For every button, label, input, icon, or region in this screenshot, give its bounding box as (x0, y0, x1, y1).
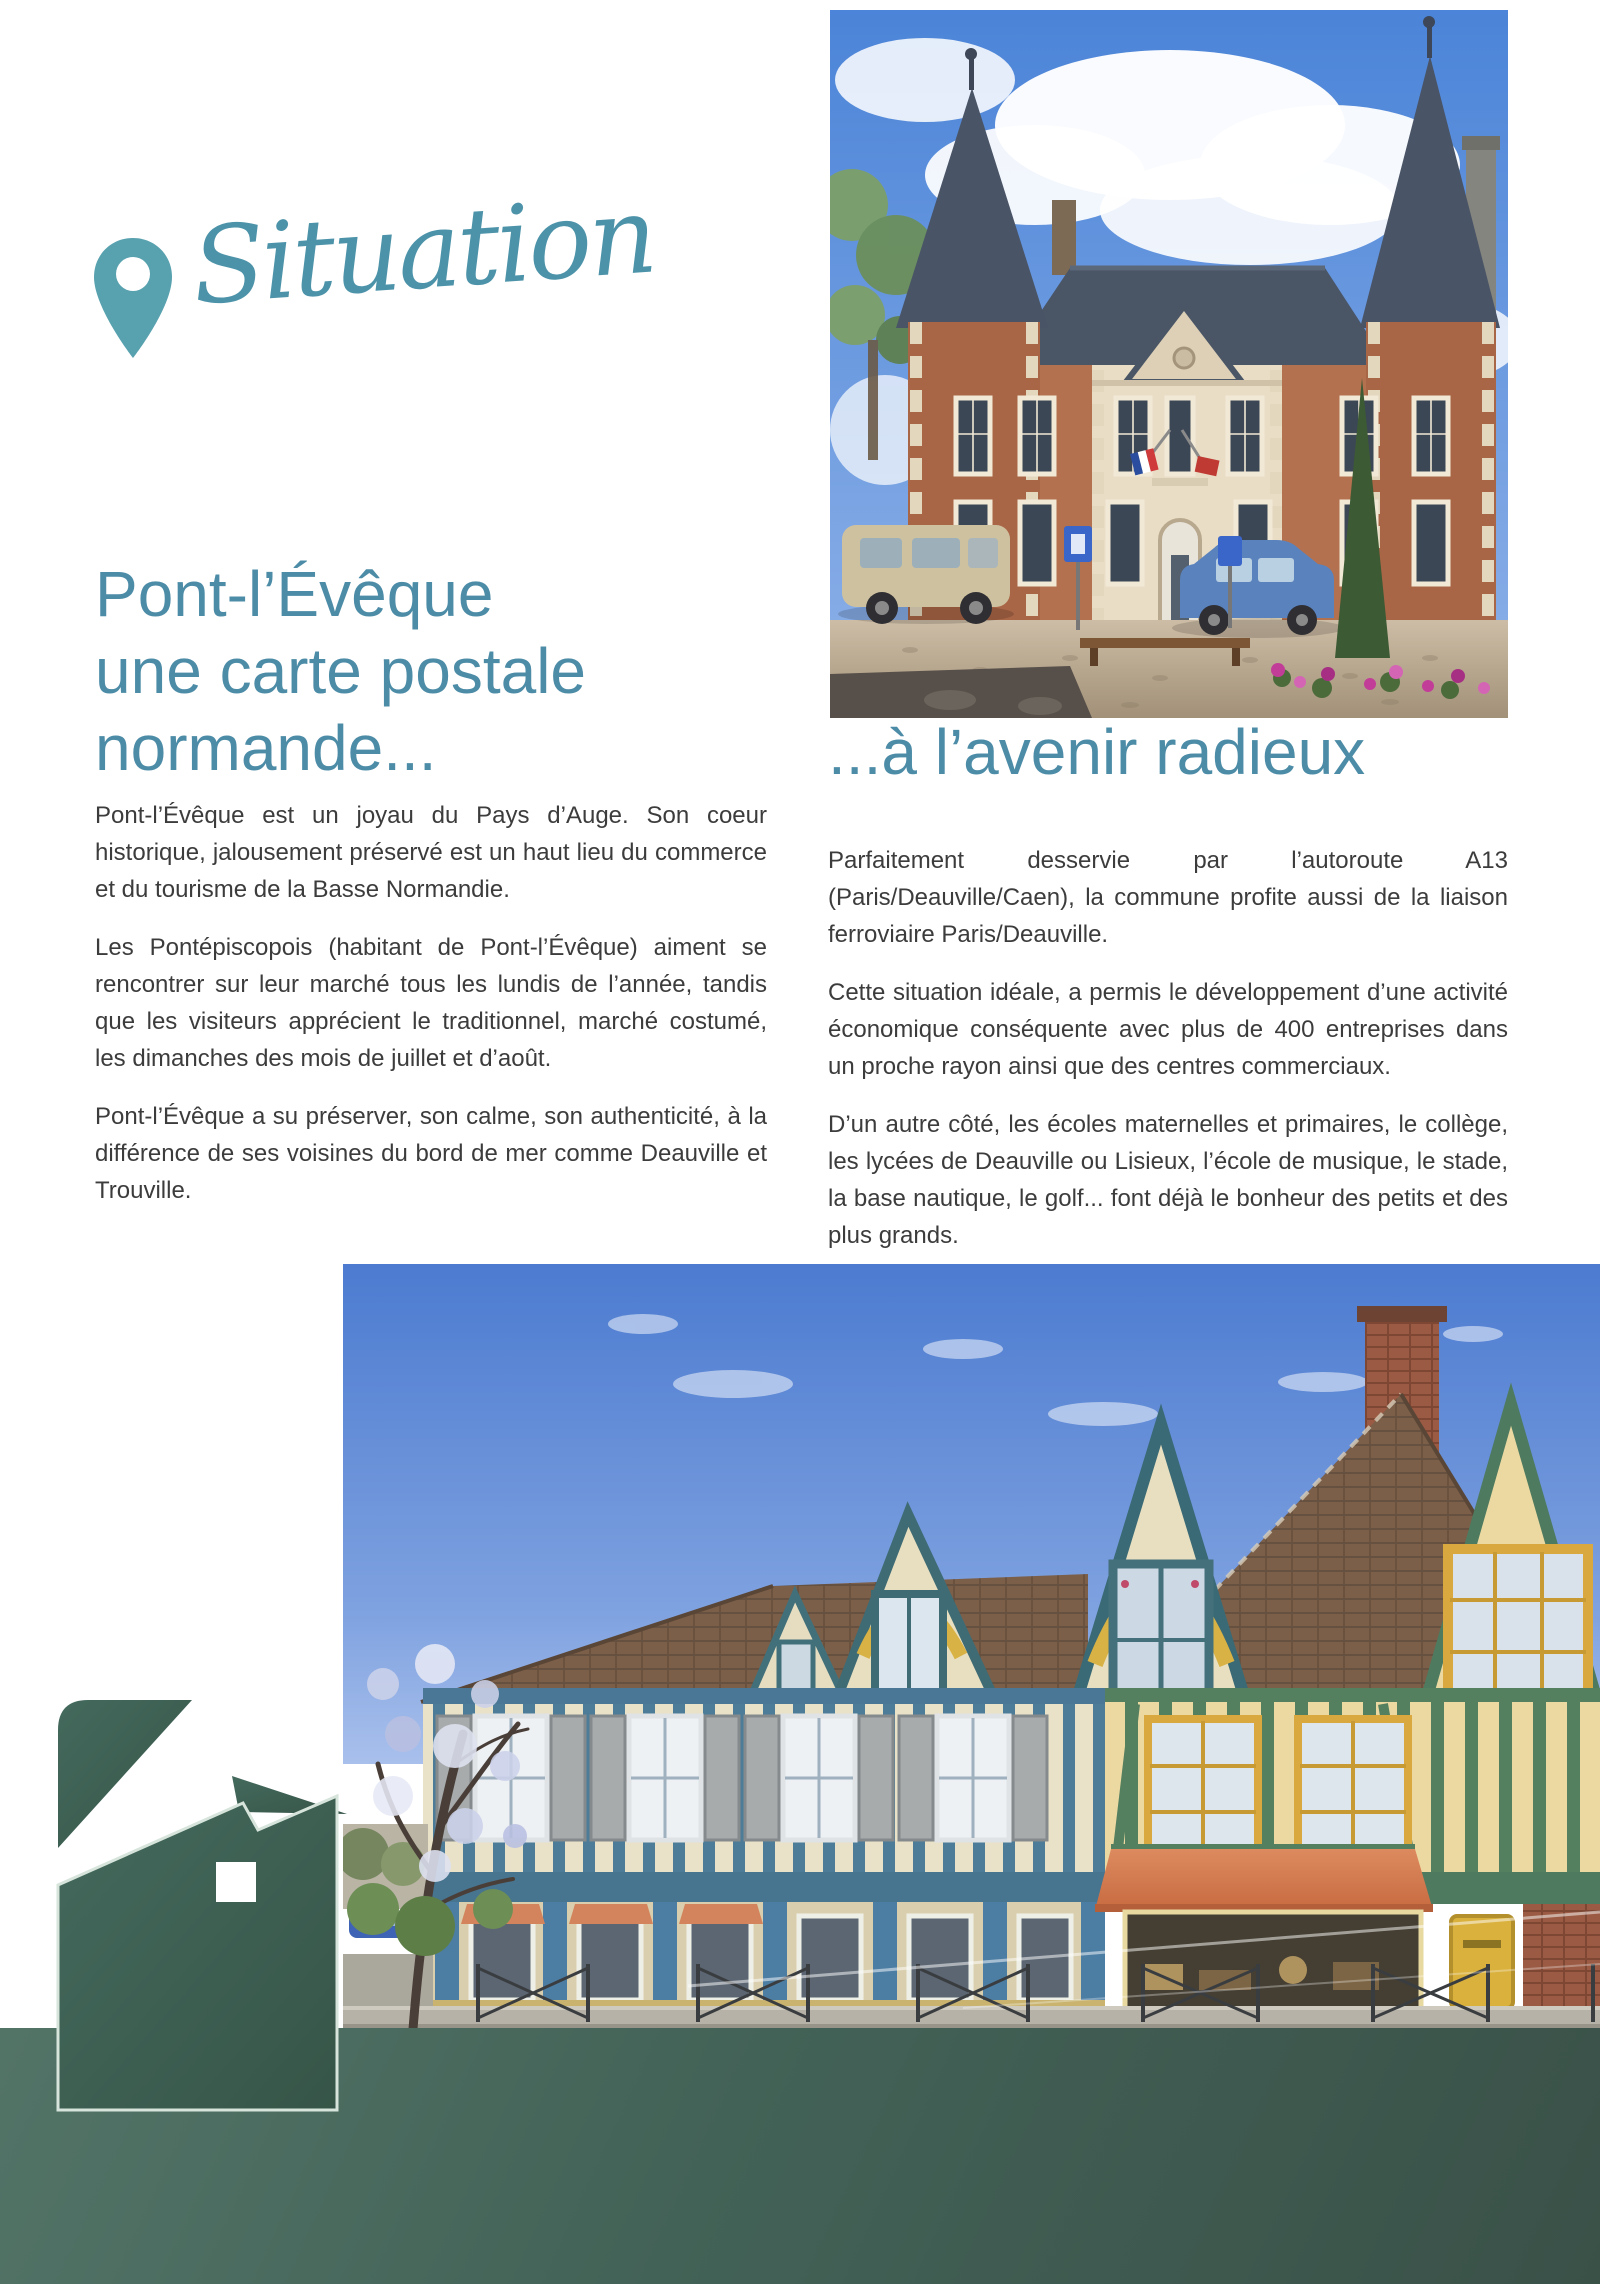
left-paragraph-2: Les Pontépiscopois (habitant de Pont-l’Évêque) aiment se rencontrer sur leur marché tous les lundis de l’année, tandis que les visiteurs apprécient le traditionnel, marché costumé, les dimanches des mois de juillet et d’août. (95, 934, 767, 1072)
house-logo-icon (40, 1690, 360, 2115)
left-paragraph-1: Pont-l’Évêque est un joyau du Pays d’Auge. Son coeur historique, jalousement préservé est un haut lieu du commerce et du tourisme de la Basse Normandie. (95, 802, 767, 903)
left-heading-line-2: une carte postale (95, 635, 586, 707)
right-column (828, 842, 1508, 1275)
town-hall-chateau-photo (830, 10, 1508, 718)
right-paragraph-2: Cette situation idéale, a permis le développement d’une activité économique conséquente avec plus de 400 entreprises dans un proche rayon ainsi que des centres commerciaux. (828, 979, 1508, 1080)
location-pin-icon (92, 236, 174, 360)
left-heading (95, 556, 785, 787)
left-column (95, 797, 767, 1230)
left-heading-line-3: normande... (95, 712, 437, 784)
right-paragraph-3: D’un autre côté, les écoles maternelles et primaires, le collège, les lycées de Deauville ou Lisieux, l’école de musique, le stade, la base nautique, le golf... font déjà le bonheur des petits et des plus grands. (828, 1111, 1508, 1249)
half-timbered-houses-photo (343, 1264, 1600, 2029)
section-title-script: Situation (188, 173, 659, 329)
right-heading: ...à l’avenir radieux (828, 716, 1366, 788)
right-paragraph-1: Parfaitement desservie par l’autoroute A13 (Paris/Deauville/Caen), la commune profite aussi de la liaison ferroviaire Paris/Deauville. (828, 847, 1508, 948)
left-paragraph-3: Pont-l’Évêque a su préserver, son calme, son authenticité, à la différence de ses voisines du bord de mer comme Deauville et Trouville. (95, 1103, 767, 1204)
left-heading-line-1: Pont-l’Évêque (95, 558, 494, 630)
